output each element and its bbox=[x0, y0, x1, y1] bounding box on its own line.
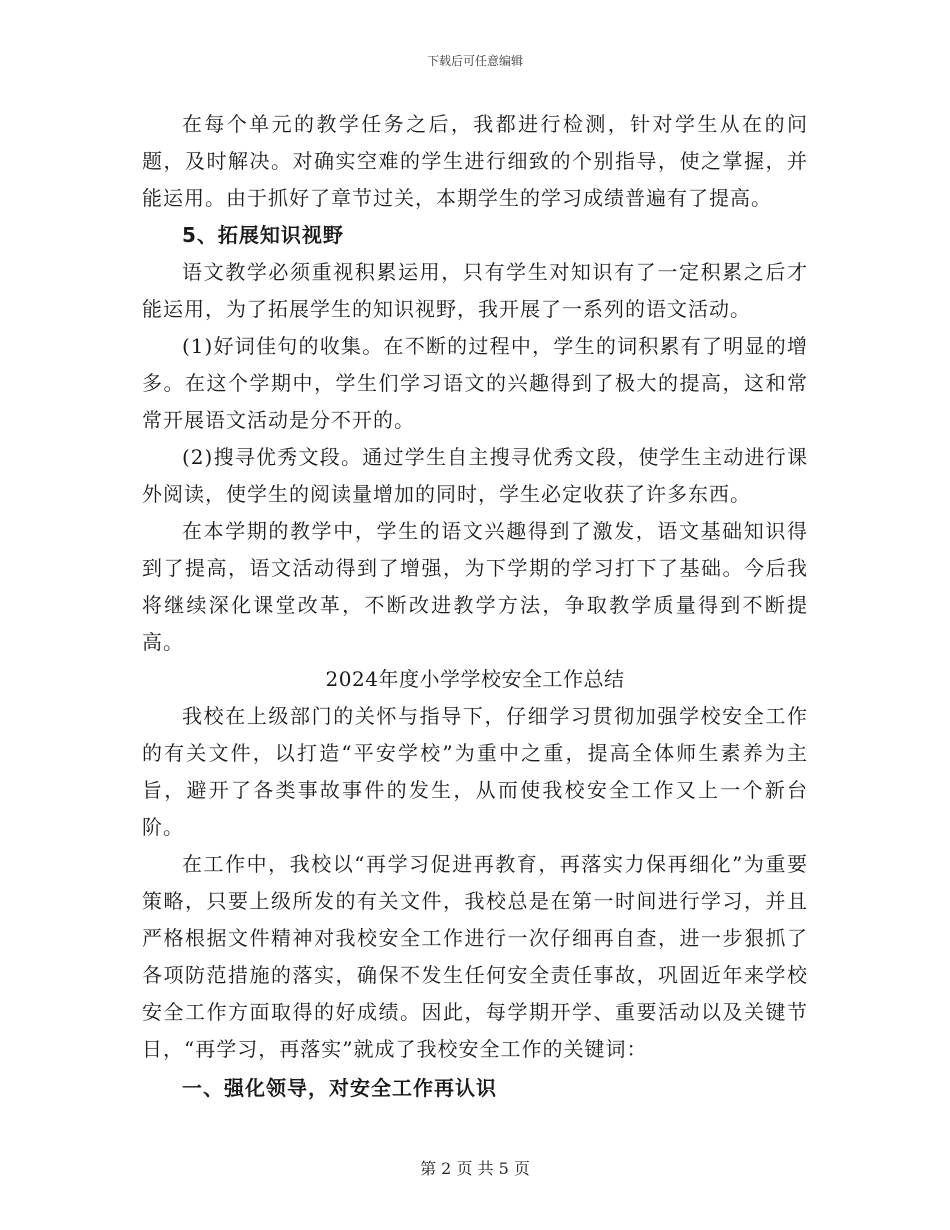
paragraph-excellent-passages: (2)搜寻优秀文段。通过学生自主搜寻优秀文段，使学生主动进行课外阅读，使学生的阅读量增加的同时，学生必定收获了许多东西。 bbox=[142, 445, 808, 506]
paragraph-phrase-collection: (1)好词佳句的收集。在不断的过程中，学生的词积累有了明显的增多。在这个学期中，学生们学习语文的兴趣得到了极大的提高，这和常常开展语文活动是分不开的。 bbox=[142, 334, 808, 432]
page-footer: 第 2 页 共 5 页 bbox=[420, 1159, 530, 1178]
paragraph-accumulation: 语文教学必须重视积累运用，只有学生对知识有了一定积累之后才能运用，为了拓展学生的知识视野，我开展了一系列的语文活动。 bbox=[142, 260, 808, 321]
section-heading-leadership: 一、强化领导，对安全工作再认识 bbox=[182, 1076, 497, 1100]
paragraph-safety-intro: 我校在上级部门的关怀与指导下，仔细学习贯彻加强学校安全工作的有关文件，以打造“平安学校”为重中之重，提高全体师生素养为主旨，避开了各类事故事件的发生，从而使我校安全工作又上一个新台阶。 bbox=[142, 704, 808, 839]
page-header: 下载后可任意编辑 bbox=[426, 54, 523, 68]
document-title: 2024年度小学学校安全工作总结 bbox=[325, 667, 625, 691]
paragraph-safety-strategy: 在工作中，我校以“再学习促进再教育，再落实力保再细化”为重要策略，只要上级所发的有关文件，我校总是在第一时间进行学习，并且严格根据文件精神对我校安全工作进行一次仔细再自查，进一步狠抓了各项防范措施的落实，确保不发生任何安全责任事故，巩固近年来学校安全工作方面取得的好成绩。因此，每学期开学、重要活动以及关键节日，“再学习，再落实”就成了我校安全工作的关键词： bbox=[142, 852, 808, 1061]
document-body bbox=[142, 106, 808, 1107]
section-heading-expand-knowledge: 5、拓展知识视野 bbox=[182, 223, 344, 247]
paragraph-unit-testing: 在每个单元的教学任务之后，我都进行检测，针对学生从在的问题，及时解决。对确实空难的学生进行细致的个别指导，使之掌握，并能运用。由于抓好了章节过关，本期学生的学习成绩普遍有了提高。 bbox=[142, 112, 808, 210]
paragraph-semester-summary: 在本学期的教学中，学生的语文兴趣得到了激发，语文基础知识得到了提高，语文活动得到了增强，为下学期的学习打下了基础。今后我将继续深化课堂改革，不断改进教学方法，争取教学质量得到不断提高。 bbox=[142, 519, 808, 654]
